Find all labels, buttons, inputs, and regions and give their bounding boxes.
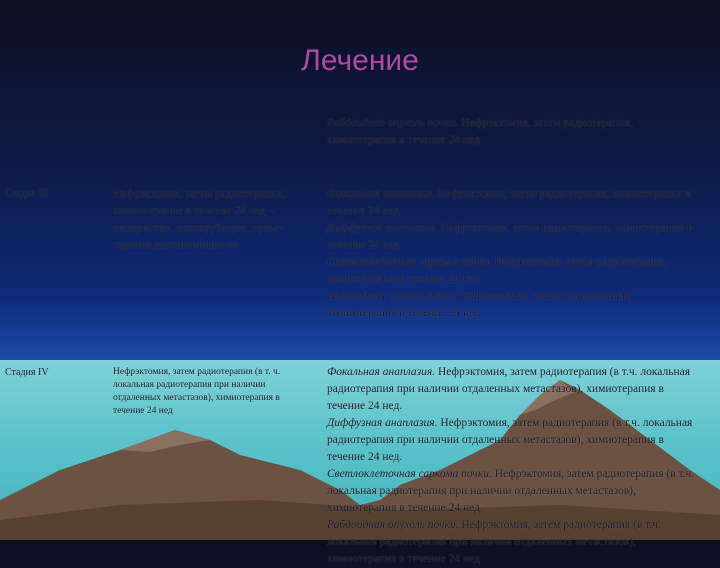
subtype-text: Нефрэктомия, затем радиотерапия (в т.ч. локальная радиотерапия при наличии отдаленных метастазов), химиотерапия в течение 24 нед. bbox=[327, 417, 693, 463]
subtype-term: Светлоклеточная саркома почки. bbox=[327, 468, 492, 480]
intro-term: Рабдоидная опухоль почки. bbox=[327, 117, 459, 129]
subtype-term: Рабдоидная опухоль почки. bbox=[327, 519, 459, 531]
intro-body: Нефрэктомия, затем радиотерапия, химиотерапия в течение 24 нед bbox=[327, 117, 634, 146]
subtype-text: Нефрэктомия, затем радиотерапия (в т.ч. локальная радиотерапия при наличии отдаленных метастазов), химиотерапия в течение 24 нед. bbox=[327, 366, 690, 412]
subtype-term: Светлоклеточная саркома почки. bbox=[327, 256, 492, 268]
subtype-list bbox=[327, 364, 702, 568]
subtype-term: Диффузная анаплазия. bbox=[327, 417, 438, 429]
subtype-text: Нефрэктомия, затем радиотерапия (в т.ч. локальная радиотерапия при наличии отдаленных метастазов), химиотерапия в течение 24 нед. bbox=[327, 468, 695, 514]
subtype-text: Нефрэктомия, затем радиотерапия, химиотерапия в течение 24 нед. bbox=[327, 188, 691, 217]
subtype-term: Фокальная анаплазия. bbox=[327, 366, 436, 378]
stage-treatment: Нефрэктомия, затем радиотерапия, химиотерапия в течение 24 нед – винкристин, доксорубицин, пульс-терапия дактиномицином. bbox=[113, 188, 285, 251]
subtype-text: Нефрэктомия, затем радиотерапия, химиотерапия в течение 24 нед. bbox=[327, 222, 693, 251]
stage-treatment: Нефрэктомия, затем радиотерапия (в т. ч. локальная радиотерапия при наличии отдаленных метастазов), химиотерапия в течение 24 нед bbox=[113, 367, 281, 416]
subtype-term: Диффузная анаплазия. bbox=[327, 222, 438, 234]
subtype-item bbox=[327, 517, 702, 568]
subtype-item bbox=[327, 364, 702, 415]
subtype-term: Рабдоидная опухоль почки. bbox=[327, 290, 459, 302]
stage-label: Стадия III bbox=[5, 188, 48, 199]
stage-label: Стадия IV bbox=[5, 367, 49, 378]
subtype-item bbox=[327, 288, 702, 322]
subtype-item bbox=[327, 186, 702, 220]
subtype-item bbox=[327, 254, 702, 288]
subtype-list bbox=[327, 186, 702, 322]
subtype-item bbox=[327, 415, 702, 466]
subtype-item bbox=[327, 220, 702, 254]
subtype-term: Фокальная анаплазия. bbox=[327, 188, 436, 200]
intro-text bbox=[327, 115, 702, 149]
subtype-item bbox=[327, 466, 702, 517]
subtype-text: Нефрэктомия, затем радиотерапия, химиотерапия в течение 24 нед. bbox=[327, 256, 667, 285]
subtype-text: Нефрэктомия, затем радиотерапия (в т.ч. локальная радиотерапия при наличии отдаленных метастазов), химиотерапия в течение 24 нед bbox=[327, 519, 661, 565]
slide-title: Лечение bbox=[301, 44, 419, 77]
subtype-text: Нефрэктомия, затем радиотерапия, химиотерапия в течение 24 нед bbox=[327, 290, 634, 319]
